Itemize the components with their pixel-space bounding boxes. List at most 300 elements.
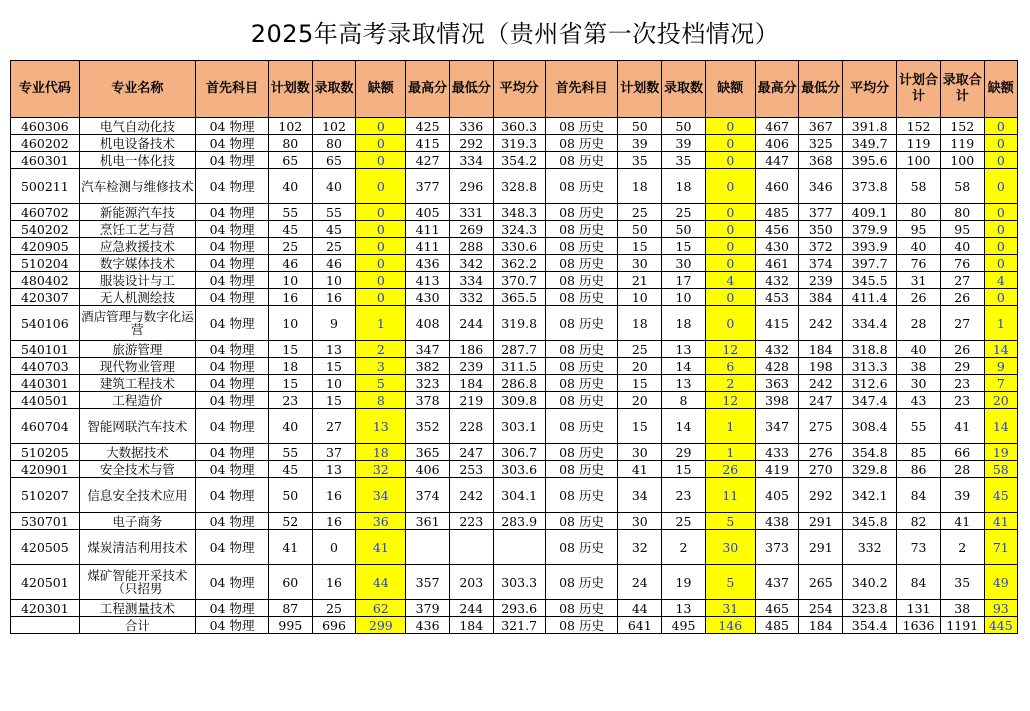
cell-plan-total: 73 <box>897 530 941 565</box>
cell-admitted-history: 10 <box>662 289 706 306</box>
cell-plan-history: 39 <box>618 135 662 152</box>
cell-subject-history: 08 历史 <box>545 478 618 513</box>
header-admitted-history: 录取数 <box>662 61 706 118</box>
table-row <box>11 375 1018 392</box>
table-row <box>11 341 1018 358</box>
cell-plan-history: 25 <box>618 341 662 358</box>
cell-plan-total: 30 <box>897 375 941 392</box>
cell-min-history: 291 <box>799 530 843 565</box>
cell-gap-total: 41 <box>984 513 1017 530</box>
header-subject-history: 首先科目 <box>545 61 618 118</box>
cell-min-history: 368 <box>799 152 843 169</box>
cell-admitted-total: 26 <box>940 289 984 306</box>
cell-plan-history: 20 <box>618 358 662 375</box>
cell-avg-history: 329.8 <box>843 461 897 478</box>
cell-admitted-physics: 25 <box>312 600 356 617</box>
cell-max-physics: 408 <box>406 306 450 341</box>
cell-subject-history: 08 历史 <box>545 152 618 169</box>
cell-admitted-total: 95 <box>940 221 984 238</box>
cell-admitted-total: 1191 <box>940 617 984 634</box>
header-plan-history: 计划数 <box>618 61 662 118</box>
cell-min-physics: 244 <box>449 600 493 617</box>
cell-plan-physics: 45 <box>268 221 312 238</box>
cell-avg-history: 397.7 <box>843 255 897 272</box>
cell-min-physics: 184 <box>449 617 493 634</box>
cell-plan-total: 84 <box>897 478 941 513</box>
cell-major-name: 服装设计与工 <box>79 272 196 289</box>
cell-avg-physics: 306.7 <box>493 444 545 461</box>
cell-max-history: 437 <box>755 565 799 600</box>
cell-gap-physics: 0 <box>356 169 406 204</box>
cell-max-history: 453 <box>755 289 799 306</box>
cell-gap-total: 49 <box>984 565 1017 600</box>
cell-subject-history: 08 历史 <box>545 118 618 135</box>
cell-avg-physics: 321.7 <box>493 617 545 634</box>
cell-avg-physics: 309.8 <box>493 392 545 409</box>
table-row <box>11 358 1018 375</box>
table-row <box>11 444 1018 461</box>
cell-admitted-total: 35 <box>940 565 984 600</box>
cell-plan-total: 26 <box>897 289 941 306</box>
cell-plan-history: 50 <box>618 221 662 238</box>
cell-subject-history: 08 历史 <box>545 530 618 565</box>
cell-code: 480402 <box>11 272 80 289</box>
cell-admitted-history: 13 <box>662 341 706 358</box>
cell-gap-physics: 0 <box>356 255 406 272</box>
table-header-row <box>11 61 1018 118</box>
cell-plan-total: 131 <box>897 600 941 617</box>
cell-admitted-history: 15 <box>662 461 706 478</box>
cell-max-physics: 365 <box>406 444 450 461</box>
cell-plan-history: 30 <box>618 513 662 530</box>
cell-avg-physics: 303.1 <box>493 409 545 444</box>
cell-code: 510207 <box>11 478 80 513</box>
cell-max-history: 405 <box>755 478 799 513</box>
cell-avg-history: 345.8 <box>843 513 897 530</box>
cell-plan-physics: 15 <box>268 341 312 358</box>
cell-gap-history: 0 <box>705 238 755 255</box>
cell-admitted-history: 14 <box>662 358 706 375</box>
cell-gap-total: 0 <box>984 255 1017 272</box>
header-min-physics: 最低分 <box>449 61 493 118</box>
cell-admitted-physics: 55 <box>312 204 356 221</box>
cell-plan-history: 32 <box>618 530 662 565</box>
cell-gap-total: 0 <box>984 118 1017 135</box>
cell-code: 460202 <box>11 135 80 152</box>
cell-gap-physics: 0 <box>356 221 406 238</box>
cell-gap-total: 0 <box>984 135 1017 152</box>
cell-admitted-history: 13 <box>662 375 706 392</box>
cell-max-physics: 377 <box>406 169 450 204</box>
cell-admitted-history: 29 <box>662 444 706 461</box>
cell-avg-history: 349.7 <box>843 135 897 152</box>
cell-gap-history: 11 <box>705 478 755 513</box>
cell-gap-physics: 0 <box>356 289 406 306</box>
cell-gap-total: 14 <box>984 409 1017 444</box>
cell-plan-physics: 52 <box>268 513 312 530</box>
cell-major-name: 机电设备技术 <box>79 135 196 152</box>
cell-admitted-physics: 80 <box>312 135 356 152</box>
cell-admitted-history: 18 <box>662 306 706 341</box>
cell-avg-history: 354.8 <box>843 444 897 461</box>
cell-min-history: 374 <box>799 255 843 272</box>
cell-max-physics <box>406 530 450 565</box>
cell-avg-physics <box>493 530 545 565</box>
cell-admitted-physics: 9 <box>312 306 356 341</box>
cell-min-history: 242 <box>799 306 843 341</box>
cell-plan-history: 18 <box>618 169 662 204</box>
cell-code: 420905 <box>11 238 80 255</box>
cell-plan-total: 76 <box>897 255 941 272</box>
cell-min-physics: 336 <box>449 118 493 135</box>
cell-plan-physics: 55 <box>268 204 312 221</box>
cell-admitted-physics: 13 <box>312 341 356 358</box>
cell-subject-physics: 04 物理 <box>196 289 269 306</box>
cell-avg-physics: 362.2 <box>493 255 545 272</box>
cell-admitted-history: 8 <box>662 392 706 409</box>
cell-gap-history: 12 <box>705 341 755 358</box>
cell-avg-physics: 303.3 <box>493 565 545 600</box>
header-max-history: 最高分 <box>755 61 799 118</box>
cell-subject-physics: 04 物理 <box>196 255 269 272</box>
cell-major-name: 安全技术与管 <box>79 461 196 478</box>
table-row <box>11 600 1018 617</box>
table-body <box>11 118 1018 634</box>
cell-gap-history: 31 <box>705 600 755 617</box>
cell-max-physics: 411 <box>406 221 450 238</box>
table-row <box>11 204 1018 221</box>
table-row <box>11 135 1018 152</box>
cell-admitted-physics: 13 <box>312 461 356 478</box>
cell-plan-history: 50 <box>618 118 662 135</box>
cell-subject-history: 08 历史 <box>545 444 618 461</box>
cell-subject-history: 08 历史 <box>545 461 618 478</box>
cell-plan-physics: 55 <box>268 444 312 461</box>
cell-subject-physics: 04 物理 <box>196 358 269 375</box>
cell-subject-physics: 04 物理 <box>196 238 269 255</box>
cell-admitted-physics: 46 <box>312 255 356 272</box>
cell-admitted-history: 13 <box>662 600 706 617</box>
cell-gap-history: 1 <box>705 444 755 461</box>
cell-max-history: 419 <box>755 461 799 478</box>
cell-admitted-history: 50 <box>662 118 706 135</box>
cell-major-name: 电气自动化技 <box>79 118 196 135</box>
cell-subject-physics: 04 物理 <box>196 306 269 341</box>
cell-admitted-total: 119 <box>940 135 984 152</box>
cell-major-name: 电子商务 <box>79 513 196 530</box>
table-row <box>11 392 1018 409</box>
cell-max-history: 363 <box>755 375 799 392</box>
cell-plan-physics: 995 <box>268 617 312 634</box>
cell-plan-physics: 23 <box>268 392 312 409</box>
cell-min-history: 372 <box>799 238 843 255</box>
cell-gap-total: 0 <box>984 221 1017 238</box>
cell-admitted-total: 41 <box>940 409 984 444</box>
cell-plan-physics: 15 <box>268 375 312 392</box>
header-plan-total: 计划合计 <box>897 61 941 118</box>
cell-gap-physics: 44 <box>356 565 406 600</box>
cell-subject-history: 08 历史 <box>545 204 618 221</box>
cell-admitted-physics: 15 <box>312 358 356 375</box>
cell-gap-total: 1 <box>984 306 1017 341</box>
table-row <box>11 289 1018 306</box>
cell-min-history: 247 <box>799 392 843 409</box>
cell-min-history: 377 <box>799 204 843 221</box>
cell-subject-history: 08 历史 <box>545 358 618 375</box>
cell-admitted-history: 30 <box>662 255 706 272</box>
cell-plan-history: 20 <box>618 392 662 409</box>
cell-min-physics: 253 <box>449 461 493 478</box>
cell-admitted-history: 23 <box>662 478 706 513</box>
cell-subject-physics: 04 物理 <box>196 118 269 135</box>
cell-admitted-physics: 16 <box>312 513 356 530</box>
header-avg-history: 平均分 <box>843 61 897 118</box>
cell-code: 440301 <box>11 375 80 392</box>
cell-subject-history: 08 历史 <box>545 409 618 444</box>
cell-plan-total: 1636 <box>897 617 941 634</box>
cell-min-history: 346 <box>799 169 843 204</box>
cell-gap-physics: 3 <box>356 358 406 375</box>
cell-max-history: 347 <box>755 409 799 444</box>
cell-code: 540202 <box>11 221 80 238</box>
cell-gap-physics: 0 <box>356 135 406 152</box>
cell-avg-history: 379.9 <box>843 221 897 238</box>
cell-major-name: 建筑工程技术 <box>79 375 196 392</box>
cell-gap-history: 0 <box>705 221 755 238</box>
cell-admitted-physics: 25 <box>312 238 356 255</box>
cell-max-physics: 406 <box>406 461 450 478</box>
cell-gap-history: 1 <box>705 409 755 444</box>
cell-avg-physics: 303.6 <box>493 461 545 478</box>
cell-avg-physics: 354.2 <box>493 152 545 169</box>
cell-gap-history: 0 <box>705 306 755 341</box>
cell-admitted-history: 14 <box>662 409 706 444</box>
cell-gap-physics: 0 <box>356 204 406 221</box>
cell-min-physics <box>449 530 493 565</box>
cell-min-physics: 203 <box>449 565 493 600</box>
cell-gap-total: 45 <box>984 478 1017 513</box>
cell-max-history: 465 <box>755 600 799 617</box>
cell-admitted-total: 100 <box>940 152 984 169</box>
cell-max-history: 456 <box>755 221 799 238</box>
cell-admitted-physics: 16 <box>312 565 356 600</box>
cell-gap-physics: 0 <box>356 118 406 135</box>
cell-min-physics: 228 <box>449 409 493 444</box>
cell-admitted-history: 35 <box>662 152 706 169</box>
cell-min-history: 242 <box>799 375 843 392</box>
cell-max-history: 438 <box>755 513 799 530</box>
cell-min-physics: 269 <box>449 221 493 238</box>
table-row <box>11 238 1018 255</box>
cell-major-name: 无人机测绘技 <box>79 289 196 306</box>
cell-max-physics: 347 <box>406 341 450 358</box>
cell-plan-physics: 40 <box>268 409 312 444</box>
cell-plan-history: 15 <box>618 375 662 392</box>
cell-gap-total: 7 <box>984 375 1017 392</box>
cell-gap-history: 146 <box>705 617 755 634</box>
cell-major-name: 工程造价 <box>79 392 196 409</box>
cell-admitted-physics: 102 <box>312 118 356 135</box>
cell-max-history: 432 <box>755 341 799 358</box>
cell-subject-physics: 04 物理 <box>196 444 269 461</box>
cell-major-name: 大数据技术 <box>79 444 196 461</box>
cell-max-history: 428 <box>755 358 799 375</box>
cell-gap-physics: 0 <box>356 152 406 169</box>
cell-gap-physics: 36 <box>356 513 406 530</box>
cell-admitted-physics: 45 <box>312 221 356 238</box>
cell-admitted-physics: 0 <box>312 530 356 565</box>
cell-gap-physics: 8 <box>356 392 406 409</box>
cell-avg-physics: 370.7 <box>493 272 545 289</box>
cell-gap-total: 71 <box>984 530 1017 565</box>
cell-avg-physics: 365.5 <box>493 289 545 306</box>
cell-admitted-total: 23 <box>940 375 984 392</box>
header-max-physics: 最高分 <box>406 61 450 118</box>
cell-gap-physics: 0 <box>356 238 406 255</box>
cell-major-name: 酒店管理与数字化运营 <box>79 306 196 341</box>
cell-code: 420501 <box>11 565 80 600</box>
cell-max-history: 415 <box>755 306 799 341</box>
cell-avg-physics: 287.7 <box>493 341 545 358</box>
cell-avg-physics: 319.3 <box>493 135 545 152</box>
cell-min-physics: 219 <box>449 392 493 409</box>
cell-code <box>11 617 80 634</box>
cell-gap-physics: 34 <box>356 478 406 513</box>
cell-min-physics: 184 <box>449 375 493 392</box>
cell-code: 540106 <box>11 306 80 341</box>
cell-max-physics: 415 <box>406 135 450 152</box>
header-min-history: 最低分 <box>799 61 843 118</box>
cell-max-history: 432 <box>755 272 799 289</box>
cell-subject-history: 08 历史 <box>545 238 618 255</box>
cell-gap-physics: 18 <box>356 444 406 461</box>
cell-avg-history: 342.1 <box>843 478 897 513</box>
cell-plan-history: 44 <box>618 600 662 617</box>
cell-avg-physics: 360.3 <box>493 118 545 135</box>
cell-gap-history: 26 <box>705 461 755 478</box>
cell-gap-history: 0 <box>705 169 755 204</box>
cell-gap-total: 0 <box>984 204 1017 221</box>
cell-subject-history: 08 历史 <box>545 600 618 617</box>
table-row <box>11 169 1018 204</box>
cell-admitted-physics: 16 <box>312 289 356 306</box>
cell-admitted-total: 39 <box>940 478 984 513</box>
cell-subject-history: 08 历史 <box>545 617 618 634</box>
cell-min-physics: 242 <box>449 478 493 513</box>
cell-gap-total: 0 <box>984 289 1017 306</box>
cell-admitted-total: 76 <box>940 255 984 272</box>
cell-plan-physics: 16 <box>268 289 312 306</box>
cell-min-physics: 288 <box>449 238 493 255</box>
cell-avg-physics: 324.3 <box>493 221 545 238</box>
cell-max-physics: 427 <box>406 152 450 169</box>
cell-min-physics: 334 <box>449 152 493 169</box>
cell-plan-total: 28 <box>897 306 941 341</box>
cell-avg-history: 373.8 <box>843 169 897 204</box>
cell-gap-total: 58 <box>984 461 1017 478</box>
cell-admitted-total: 27 <box>940 306 984 341</box>
cell-gap-physics: 299 <box>356 617 406 634</box>
cell-gap-physics: 1 <box>356 306 406 341</box>
cell-min-physics: 342 <box>449 255 493 272</box>
cell-plan-history: 10 <box>618 289 662 306</box>
header-code: 专业代码 <box>11 61 80 118</box>
cell-min-physics: 223 <box>449 513 493 530</box>
cell-subject-history: 08 历史 <box>545 392 618 409</box>
cell-avg-history: 308.4 <box>843 409 897 444</box>
cell-max-physics: 379 <box>406 600 450 617</box>
cell-gap-history: 5 <box>705 513 755 530</box>
cell-min-physics: 296 <box>449 169 493 204</box>
cell-avg-physics: 311.5 <box>493 358 545 375</box>
cell-admitted-history: 25 <box>662 204 706 221</box>
cell-admitted-physics: 15 <box>312 392 356 409</box>
cell-plan-total: 40 <box>897 341 941 358</box>
cell-gap-total: 4 <box>984 272 1017 289</box>
cell-avg-physics: 286.8 <box>493 375 545 392</box>
cell-plan-history: 34 <box>618 478 662 513</box>
cell-admitted-total: 66 <box>940 444 984 461</box>
cell-major-name: 烹饪工艺与营 <box>79 221 196 238</box>
cell-avg-history: 323.8 <box>843 600 897 617</box>
cell-max-physics: 436 <box>406 255 450 272</box>
cell-plan-history: 15 <box>618 409 662 444</box>
cell-subject-history: 08 历史 <box>545 565 618 600</box>
table-row <box>11 409 1018 444</box>
cell-admitted-physics: 16 <box>312 478 356 513</box>
cell-code: 510204 <box>11 255 80 272</box>
cell-subject-history: 08 历史 <box>545 272 618 289</box>
cell-subject-history: 08 历史 <box>545 341 618 358</box>
cell-plan-physics: 18 <box>268 358 312 375</box>
cell-gap-physics: 13 <box>356 409 406 444</box>
cell-plan-total: 58 <box>897 169 941 204</box>
cell-gap-history: 0 <box>705 255 755 272</box>
cell-code: 460306 <box>11 118 80 135</box>
header-subject-physics: 首先科目 <box>196 61 269 118</box>
cell-plan-total: 82 <box>897 513 941 530</box>
cell-plan-physics: 80 <box>268 135 312 152</box>
cell-admitted-physics: 696 <box>312 617 356 634</box>
cell-major-name: 煤炭清洁利用技术 <box>79 530 196 565</box>
cell-plan-total: 55 <box>897 409 941 444</box>
cell-avg-history: 345.5 <box>843 272 897 289</box>
cell-plan-physics: 60 <box>268 565 312 600</box>
cell-major-name: 煤矿智能开采技术（只招男 <box>79 565 196 600</box>
cell-min-physics: 334 <box>449 272 493 289</box>
header-gap-physics: 缺额 <box>356 61 406 118</box>
cell-major-name: 合计 <box>79 617 196 634</box>
cell-gap-total: 0 <box>984 152 1017 169</box>
cell-admitted-history: 19 <box>662 565 706 600</box>
cell-gap-history: 4 <box>705 272 755 289</box>
cell-min-physics: 186 <box>449 341 493 358</box>
cell-admitted-total: 29 <box>940 358 984 375</box>
cell-gap-history: 0 <box>705 152 755 169</box>
cell-subject-physics: 04 物理 <box>196 513 269 530</box>
cell-code: 460704 <box>11 409 80 444</box>
cell-plan-history: 21 <box>618 272 662 289</box>
cell-subject-physics: 04 物理 <box>196 461 269 478</box>
cell-major-name: 应急救援技术 <box>79 238 196 255</box>
cell-min-history: 184 <box>799 341 843 358</box>
cell-plan-history: 41 <box>618 461 662 478</box>
table-row <box>11 478 1018 513</box>
cell-gap-physics: 41 <box>356 530 406 565</box>
cell-avg-physics: 304.1 <box>493 478 545 513</box>
cell-admitted-total: 41 <box>940 513 984 530</box>
table-row <box>11 118 1018 135</box>
